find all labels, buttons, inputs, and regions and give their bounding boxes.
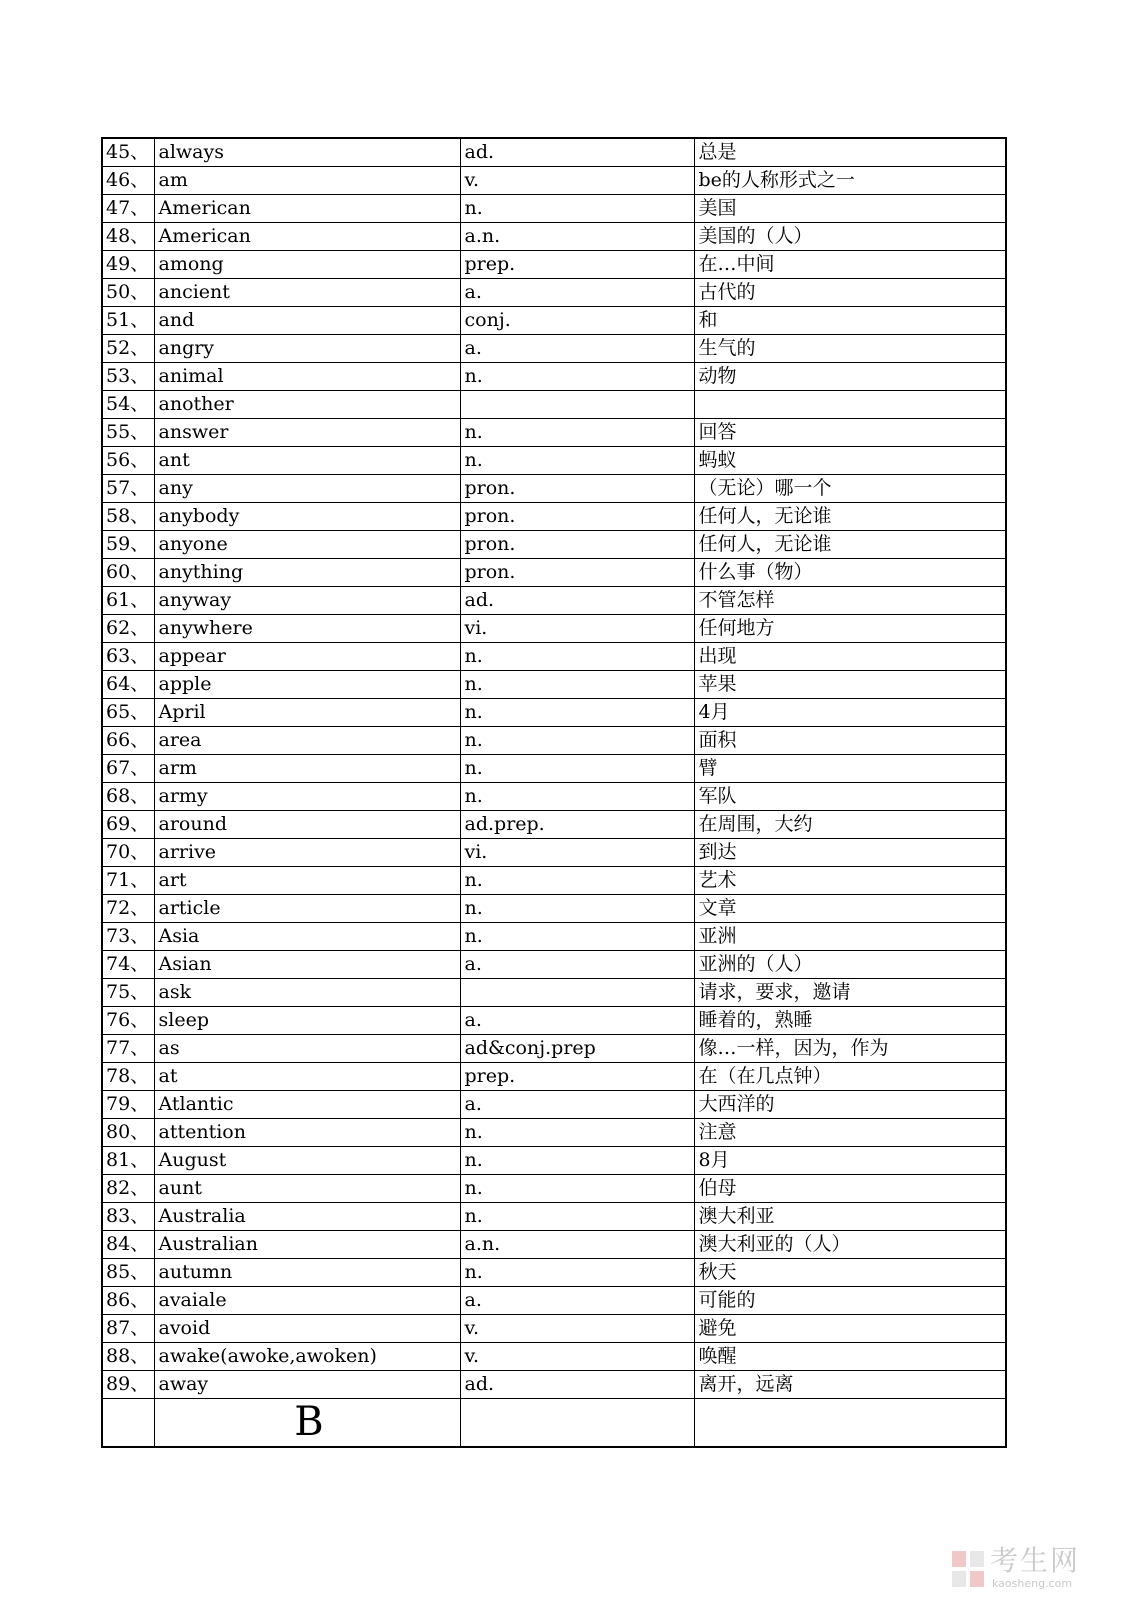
- table-row: [102, 223, 1006, 251]
- table-row: [102, 447, 1006, 475]
- entry-part-of-speech: n.: [460, 1175, 694, 1203]
- entry-number: 78、: [102, 1063, 154, 1091]
- entry-word: Australia: [154, 1203, 460, 1231]
- entry-number: 53、: [102, 363, 154, 391]
- entry-part-of-speech: n.: [460, 755, 694, 783]
- entry-part-of-speech: n.: [460, 195, 694, 223]
- table-row: [102, 1231, 1006, 1259]
- entry-number: 75、: [102, 979, 154, 1007]
- entry-meaning: 秋天: [694, 1259, 1006, 1287]
- entry-word: aunt: [154, 1175, 460, 1203]
- watermark-logo-icon: [950, 1549, 986, 1589]
- table-row: [102, 251, 1006, 279]
- entry-part-of-speech: n.: [460, 1119, 694, 1147]
- watermark-text: 考生网: [990, 1544, 1081, 1577]
- entry-word: anything: [154, 559, 460, 587]
- table-row: [102, 1259, 1006, 1287]
- entry-meaning: 美国: [694, 195, 1006, 223]
- table-row: [102, 307, 1006, 335]
- entry-part-of-speech: prep.: [460, 251, 694, 279]
- entry-number: 62、: [102, 615, 154, 643]
- entry-number: 45、: [102, 138, 154, 167]
- entry-part-of-speech: ad&conj.prep: [460, 1035, 694, 1063]
- table-row: [102, 503, 1006, 531]
- entry-meaning: [694, 391, 1006, 419]
- entry-number: 80、: [102, 1119, 154, 1147]
- entry-part-of-speech: [460, 979, 694, 1007]
- entry-part-of-speech: n.: [460, 671, 694, 699]
- entry-part-of-speech: pron.: [460, 559, 694, 587]
- entry-word: around: [154, 811, 460, 839]
- table-row: [102, 951, 1006, 979]
- entry-number: 57、: [102, 475, 154, 503]
- table-row: [102, 1119, 1006, 1147]
- table-row: [102, 167, 1006, 195]
- entry-number: 54、: [102, 391, 154, 419]
- entry-word: as: [154, 1035, 460, 1063]
- entry-part-of-speech: pron.: [460, 503, 694, 531]
- table-row: [102, 867, 1006, 895]
- entry-number: 88、: [102, 1343, 154, 1371]
- entry-number: 71、: [102, 867, 154, 895]
- entry-meaning: 请求，要求，邀请: [694, 979, 1006, 1007]
- entry-meaning: 到达: [694, 839, 1006, 867]
- entry-word: animal: [154, 363, 460, 391]
- entry-part-of-speech: a.: [460, 951, 694, 979]
- entry-meaning: （无论）哪一个: [694, 475, 1006, 503]
- watermark: [950, 1545, 1120, 1593]
- entry-part-of-speech: ad.: [460, 587, 694, 615]
- entry-meaning: 任何人，无论谁: [694, 531, 1006, 559]
- entry-meaning: 回答: [694, 419, 1006, 447]
- table-row: [102, 1007, 1006, 1035]
- table-row: [102, 1343, 1006, 1371]
- entry-part-of-speech: n.: [460, 1259, 694, 1287]
- table-row: [102, 1175, 1006, 1203]
- table-row: [102, 979, 1006, 1007]
- entry-word: ant: [154, 447, 460, 475]
- vocabulary-table-body: [102, 138, 1006, 1447]
- entry-meaning: 军队: [694, 783, 1006, 811]
- entry-part-of-speech: ad.: [460, 138, 694, 167]
- entry-word: American: [154, 223, 460, 251]
- entry-number: 67、: [102, 755, 154, 783]
- vocabulary-table: [101, 137, 1007, 1448]
- entry-meaning: 生气的: [694, 335, 1006, 363]
- entry-word: army: [154, 783, 460, 811]
- entry-number: 63、: [102, 643, 154, 671]
- entry-word: arrive: [154, 839, 460, 867]
- entry-word: always: [154, 138, 460, 167]
- entry-number: 46、: [102, 167, 154, 195]
- entry-meaning: 可能的: [694, 1287, 1006, 1315]
- entry-word: avoid: [154, 1315, 460, 1343]
- entry-meaning: 文章: [694, 895, 1006, 923]
- entry-number: 58、: [102, 503, 154, 531]
- entry-meaning: 澳大利亚: [694, 1203, 1006, 1231]
- entry-word: among: [154, 251, 460, 279]
- entry-meaning: be的人称形式之一: [694, 167, 1006, 195]
- entry-part-of-speech: vi.: [460, 615, 694, 643]
- table-row: [102, 1091, 1006, 1119]
- entry-part-of-speech: n.: [460, 895, 694, 923]
- entry-word: Atlantic: [154, 1091, 460, 1119]
- entry-part-of-speech: pron.: [460, 531, 694, 559]
- entry-number: 70、: [102, 839, 154, 867]
- entry-meaning: 离开，远离: [694, 1371, 1006, 1399]
- entry-meaning: 8月: [694, 1147, 1006, 1175]
- table-row: [102, 699, 1006, 727]
- watermark-url: kaosheng.com: [992, 1577, 1073, 1590]
- table-row: [102, 391, 1006, 419]
- entry-number: 64、: [102, 671, 154, 699]
- table-row: [102, 839, 1006, 867]
- entry-part-of-speech: a.n.: [460, 1231, 694, 1259]
- entry-meaning: 避免: [694, 1315, 1006, 1343]
- entry-word: arm: [154, 755, 460, 783]
- section-letter: B: [154, 1399, 460, 1448]
- entry-part-of-speech: a.: [460, 1287, 694, 1315]
- entry-number: 60、: [102, 559, 154, 587]
- entry-number: 59、: [102, 531, 154, 559]
- entry-part-of-speech: a.n.: [460, 223, 694, 251]
- entry-word: anyone: [154, 531, 460, 559]
- entry-part-of-speech: [460, 391, 694, 419]
- table-row: [102, 615, 1006, 643]
- entry-word: sleep: [154, 1007, 460, 1035]
- entry-part-of-speech: n.: [460, 699, 694, 727]
- entry-word: article: [154, 895, 460, 923]
- entry-meaning: 艺术: [694, 867, 1006, 895]
- entry-word: anybody: [154, 503, 460, 531]
- entry-part-of-speech: n.: [460, 923, 694, 951]
- entry-word: anywhere: [154, 615, 460, 643]
- entry-part-of-speech: a.: [460, 1007, 694, 1035]
- entry-word: away: [154, 1371, 460, 1399]
- entry-meaning: 动物: [694, 363, 1006, 391]
- entry-word: attention: [154, 1119, 460, 1147]
- entry-number: 51、: [102, 307, 154, 335]
- entry-meaning: 伯母: [694, 1175, 1006, 1203]
- entry-part-of-speech: n.: [460, 727, 694, 755]
- entry-number: 66、: [102, 727, 154, 755]
- entry-number: 56、: [102, 447, 154, 475]
- entry-meaning: 面积: [694, 727, 1006, 755]
- table-row: [102, 811, 1006, 839]
- section-header-row: [102, 1399, 1006, 1448]
- table-row: [102, 727, 1006, 755]
- entry-number: 81、: [102, 1147, 154, 1175]
- table-row: [102, 1035, 1006, 1063]
- entry-word: American: [154, 195, 460, 223]
- entry-part-of-speech: n.: [460, 1147, 694, 1175]
- entry-part-of-speech: n.: [460, 643, 694, 671]
- table-row: [102, 531, 1006, 559]
- entry-word: Australian: [154, 1231, 460, 1259]
- entry-number: 69、: [102, 811, 154, 839]
- entry-part-of-speech: a.: [460, 279, 694, 307]
- entry-part-of-speech: v.: [460, 167, 694, 195]
- entry-part-of-speech: pron.: [460, 475, 694, 503]
- entry-part-of-speech: a.: [460, 1091, 694, 1119]
- table-row: [102, 1371, 1006, 1399]
- entry-word: answer: [154, 419, 460, 447]
- entry-word: and: [154, 307, 460, 335]
- entry-word: am: [154, 167, 460, 195]
- section-number-cell: [102, 1399, 154, 1448]
- entry-number: 72、: [102, 895, 154, 923]
- entry-part-of-speech: conj.: [460, 307, 694, 335]
- entry-meaning: 苹果: [694, 671, 1006, 699]
- entry-part-of-speech: ad.prep.: [460, 811, 694, 839]
- table-row: [102, 1315, 1006, 1343]
- table-row: [102, 279, 1006, 307]
- entry-meaning: 澳大利亚的（人）: [694, 1231, 1006, 1259]
- entry-meaning: 在周围，大约: [694, 811, 1006, 839]
- entry-part-of-speech: v.: [460, 1343, 694, 1371]
- entry-meaning: 古代的: [694, 279, 1006, 307]
- entry-word: angry: [154, 335, 460, 363]
- table-row: [102, 1147, 1006, 1175]
- entry-part-of-speech: ad.: [460, 1371, 694, 1399]
- entry-meaning: 唤醒: [694, 1343, 1006, 1371]
- entry-word: August: [154, 1147, 460, 1175]
- entry-meaning: 注意: [694, 1119, 1006, 1147]
- entry-word: avaiale: [154, 1287, 460, 1315]
- entry-word: area: [154, 727, 460, 755]
- entry-meaning: 睡着的，熟睡: [694, 1007, 1006, 1035]
- entry-number: 49、: [102, 251, 154, 279]
- entry-number: 84、: [102, 1231, 154, 1259]
- entry-number: 50、: [102, 279, 154, 307]
- entry-word: April: [154, 699, 460, 727]
- entry-meaning: 臂: [694, 755, 1006, 783]
- entry-word: anyway: [154, 587, 460, 615]
- entry-meaning: 任何人，无论谁: [694, 503, 1006, 531]
- entry-word: ancient: [154, 279, 460, 307]
- entry-meaning: 蚂蚁: [694, 447, 1006, 475]
- entry-part-of-speech: n.: [460, 783, 694, 811]
- entry-word: apple: [154, 671, 460, 699]
- entry-meaning: 亚洲: [694, 923, 1006, 951]
- entry-number: 77、: [102, 1035, 154, 1063]
- entry-part-of-speech: n.: [460, 447, 694, 475]
- entry-number: 68、: [102, 783, 154, 811]
- section-meaning-cell: [694, 1399, 1006, 1448]
- entry-part-of-speech: prep.: [460, 1063, 694, 1091]
- entry-part-of-speech: a.: [460, 335, 694, 363]
- entry-number: 52、: [102, 335, 154, 363]
- table-row: [102, 195, 1006, 223]
- entry-part-of-speech: n.: [460, 867, 694, 895]
- entry-number: 89、: [102, 1371, 154, 1399]
- entry-number: 74、: [102, 951, 154, 979]
- section-pos-cell: [460, 1399, 694, 1448]
- table-row: [102, 475, 1006, 503]
- entry-number: 87、: [102, 1315, 154, 1343]
- entry-number: 48、: [102, 223, 154, 251]
- entry-word: Asia: [154, 923, 460, 951]
- entry-word: awake(awoke,awoken): [154, 1343, 460, 1371]
- entry-meaning: 总是: [694, 138, 1006, 167]
- table-row: [102, 363, 1006, 391]
- entry-number: 73、: [102, 923, 154, 951]
- entry-number: 55、: [102, 419, 154, 447]
- entry-number: 79、: [102, 1091, 154, 1119]
- entry-number: 61、: [102, 587, 154, 615]
- entry-meaning: 在…中间: [694, 251, 1006, 279]
- table-row: [102, 643, 1006, 671]
- table-row: [102, 755, 1006, 783]
- table-row: [102, 559, 1006, 587]
- entry-meaning: 任何地方: [694, 615, 1006, 643]
- table-row: [102, 1203, 1006, 1231]
- entry-word: another: [154, 391, 460, 419]
- entry-meaning: 和: [694, 307, 1006, 335]
- entry-meaning: 大西洋的: [694, 1091, 1006, 1119]
- entry-part-of-speech: v.: [460, 1315, 694, 1343]
- entry-word: any: [154, 475, 460, 503]
- entry-number: 47、: [102, 195, 154, 223]
- entry-part-of-speech: n.: [460, 419, 694, 447]
- entry-number: 65、: [102, 699, 154, 727]
- table-row: [102, 587, 1006, 615]
- entry-meaning: 出现: [694, 643, 1006, 671]
- entry-meaning: 什么事（物）: [694, 559, 1006, 587]
- table-row: [102, 419, 1006, 447]
- entry-number: 83、: [102, 1203, 154, 1231]
- table-row: [102, 1287, 1006, 1315]
- table-row: [102, 138, 1006, 167]
- table-row: [102, 923, 1006, 951]
- table-row: [102, 895, 1006, 923]
- entry-word: at: [154, 1063, 460, 1091]
- entry-part-of-speech: n.: [460, 1203, 694, 1231]
- entry-meaning: 像…一样，因为，作为: [694, 1035, 1006, 1063]
- entry-meaning: 不管怎样: [694, 587, 1006, 615]
- entry-word: Asian: [154, 951, 460, 979]
- entry-number: 85、: [102, 1259, 154, 1287]
- entry-number: 82、: [102, 1175, 154, 1203]
- table-row: [102, 783, 1006, 811]
- entry-word: art: [154, 867, 460, 895]
- entry-number: 76、: [102, 1007, 154, 1035]
- entry-word: ask: [154, 979, 460, 1007]
- entry-number: 86、: [102, 1287, 154, 1315]
- entry-meaning: 在（在几点钟）: [694, 1063, 1006, 1091]
- entry-word: autumn: [154, 1259, 460, 1287]
- entry-meaning: 美国的（人）: [694, 223, 1006, 251]
- entry-meaning: 亚洲的（人）: [694, 951, 1006, 979]
- entry-word: appear: [154, 643, 460, 671]
- table-row: [102, 1063, 1006, 1091]
- table-row: [102, 335, 1006, 363]
- table-row: [102, 671, 1006, 699]
- entry-part-of-speech: n.: [460, 363, 694, 391]
- entry-part-of-speech: vi.: [460, 839, 694, 867]
- entry-meaning: 4月: [694, 699, 1006, 727]
